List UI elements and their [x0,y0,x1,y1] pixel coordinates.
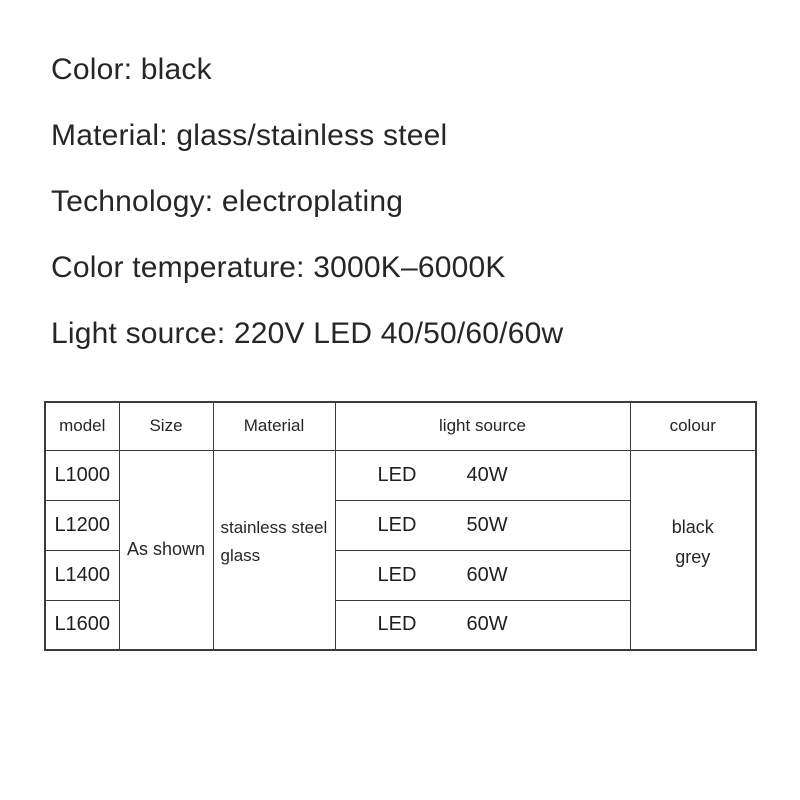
colour-line-1: black [671,516,714,537]
material-line-2: glass [220,545,261,565]
header-cell-light-source: light source [335,402,630,450]
spec-line-color-temperature: Color temperature: 3000K–6000K [51,251,506,284]
cell-light-source-l1400 [335,550,630,600]
cell-material-merged [213,450,335,650]
light-source-wattage: 60W [466,563,508,586]
colour-value [631,512,756,572]
spec-line-light-source: Light source: 220V LED 40/50/60/60w [51,317,564,350]
cell-light-source-l1000 [335,450,630,500]
light-source-wattage: 40W [466,463,508,486]
header-cell-colour: colour [630,402,756,450]
light-source-wattage: 50W [466,513,508,536]
table-header-row [45,402,756,450]
header-cell-model: model [45,402,119,450]
header-cell-size: Size [119,402,213,450]
spec-line-material: Material: glass/stainless steel [51,119,448,152]
header-cell-material: Material [213,402,335,450]
size-value: As shown [126,539,206,560]
cell-size-merged [119,450,213,650]
light-source-type: LED [377,613,417,636]
material-value [221,514,335,570]
light-source-type: LED [377,513,417,536]
cell-colour-merged [630,450,756,650]
spec-list [51,55,563,385]
table-row-l1000 [45,450,756,500]
cell-model-l1400: L1400 [45,550,119,600]
light-source-wattage: 60W [466,613,508,636]
cell-light-source-l1600 [335,600,630,650]
cell-light-source-l1200 [335,500,630,550]
spec-line-technology: Technology: electroplating [51,185,404,218]
light-source-type: LED [377,463,417,486]
colour-line-2: grey [675,546,711,567]
cell-model-l1600: L1600 [45,600,119,650]
spec-line-color: Color: black [51,53,212,86]
product-spec-table [44,401,757,651]
cell-model-l1200: L1200 [45,500,119,550]
cell-model-l1000: L1000 [45,450,119,500]
material-line-1: stainless steel [220,517,328,537]
light-source-type: LED [377,563,417,586]
